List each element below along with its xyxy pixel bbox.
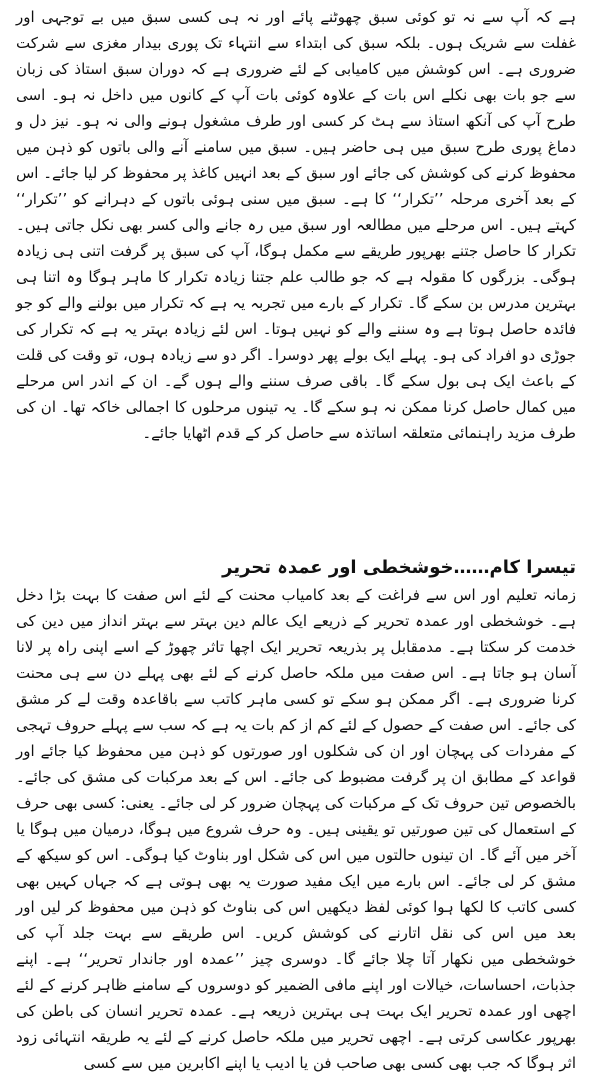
- body-paragraph-2: زمانہ تعلیم اور اس سے فراغت کے بعد کامیاب محنت کے لئے اس صفت کا بہت بڑا دخل ہے۔ خوشخطی اور عمدہ تحریر کے ذریعے ایک عالم دین بہتر سے بہتر انداز میں دین کی خدمت کر سکتا ہے۔ مدمقابل پر بذریعہ تحریر ایک اچھا تاثر چھوڑ کے اسے اپنی راہ پر لانا آسان ہو جاتا ہے۔ اس صفت میں ملکہ حاصل کرنے کے لئے بھی پہلے دن سے ہی محنت کرنا ضروری ہے۔ اگر ممکن ہو سکے تو کسی ماہر کاتب سے باقاعدہ وقت لے کر مشق کی جائے۔ اس صفت کے حصول کے لئے کم از کم بات یہ ہے کہ سب سے پہلے حروف تہجی کے مفردات کی پہچان اور ان کی شکلوں اور صورتوں کو ذہن میں محفوظ کیا جائے اور قواعد کے مطابق ان پر گرفت مضبوط کی جائے۔ اس کے بعد مرکبات کی مشق کی جائے۔ بالخصوص تین حروف تک کے مرکبات کی پہچان ضرور کر لی جائے۔ یعنی: کسی بھی حرف کے استعمال کی تین صورتیں تو یقینی ہیں۔ وہ حرف شروع میں ہوگا، درمیان میں ہوگا یا آخر میں آئے گا۔ ان تینوں حالتوں میں اس کی شکل اور بناوٹ کیا ہوگی۔ اس کو سیکھ کے مشق کر لی جائے۔ اس بارے میں ایک مفید صورت یہ بھی ہوتی ہے کہ جہاں کہیں بھی کسی کاتب کا لکھا ہوا کوئی لفظ دیکھیں اس کی بناوٹ کو ذہن میں محفوظ کر لیں اور بعد میں اس کی نقل اتارنے کی کوشش کریں۔ اس طریقے سے بہت جلد آپ کی خوشخطی میں نکھار آتا چلا جائے گا۔ دوسری چیز ’’عمدہ اور جاندار تحریر‘‘ ہے۔ اپنے جذبات، احساسات، خیالات اور اپنے مافی الضمیر کو دوسروں کے سامنے ظاہر کرنے کے لئے اچھی اور عمدہ تحریر ایک بہت ہی بہترین ذریعہ ہے۔ عمدہ تحریر انسان کی باطن کی بھرپور عکاسی کرتی ہے۔ اچھی تحریر میں ملکہ حاصل کرنے کے لئے یہ طریقہ انتہائی زود اثر ہوگا کہ جب بھی کسی بھی صاحب فن یا ادیب یا اپنے اکابرین میں سے کسی: [16, 586, 576, 1072]
- section-heading: تیسرا کام……خوشخطی اور عمدہ تحریر: [222, 557, 576, 578]
- body-paragraph-1: ہے کہ آپ سے نہ تو کوئی سبق چھوٹنے پائے اور نہ ہی کسی سبق میں بے توجہی اور غفلت سے شریک ہوں۔ بلکہ سبق کی ابتداء سے انتہاء تک پوری بیدار مغزی سے شرکت ضروری ہے۔ اس کوشش میں کامیابی کے لئے ضروری ہے کہ دوران سبق استاذ کی زبان سے جو بات بھی نکلے اس بات کے علاوہ کوئی بات آپ کے کانوں میں داخل نہ ہو۔ اسی طرح آپ کی آنکھ استاذ سے ہٹ کر کسی اور طرف مشغول ہونے والی نہ ہو۔ نیز دل و دماغ پوری طرح سبق میں ہی حاضر ہیں۔ سبق میں سامنے آنے والی باتوں کو ذہن میں محفوظ کرنے کی کوشش کی جائے اور سبق کے بعد انہیں کاغذ پر محفوظ کر لیا جائے۔ اس کے بعد آخری مرحلہ ’’تکرار‘‘ کا ہے۔ سبق میں سنی ہوئی باتوں کے دہرانے کو ’’تکرار‘‘ کہتے ہیں۔ اس مرحلے میں مطالعہ اور سبق میں رہ جانے والی کسر بھی نکل جاتی ہیں۔ تکرار کا حاصل جتنے بھرپور طریقے سے مکمل ہوگا، آپ کی سبق پر گرفت اتنی ہی زیادہ ہوگی۔ بزرگوں کا مقولہ ہے کہ جو طالب علم جتنا زیادہ تکرار کا ماہر ہوگا وہ اتنا ہی بہترین مدرس بن سکے گا۔ تکرار کے بارے میں تجربہ یہ ہے کہ تکرار میں بولنے والے کو جو فائدہ حاصل ہوتا ہے وہ سننے والے کو نہیں ہوتا۔ اس لئے زیادہ بہتر یہ ہے کہ تکرار کی جوڑی دو افراد کی ہو۔ پہلے ایک بولے پھر دوسرا۔ اگر دو سے زیادہ ہوں، تو وقت کی قلت کے باعث ایک ہی بول سکے گا۔ باقی صرف سننے والے ہوں گے۔ ان کے اندر اس مرحلے میں کمال حاصل کرنا ممکن نہ ہو سکے گا۔ یہ تینوں مرحلوں کا اجمالی خاکہ تھا۔ ان کی طرف مزید راہنمائی متعلقہ اساتذہ سے حاصل کر کے قدم اٹھایا جائے۔: [16, 8, 576, 442]
